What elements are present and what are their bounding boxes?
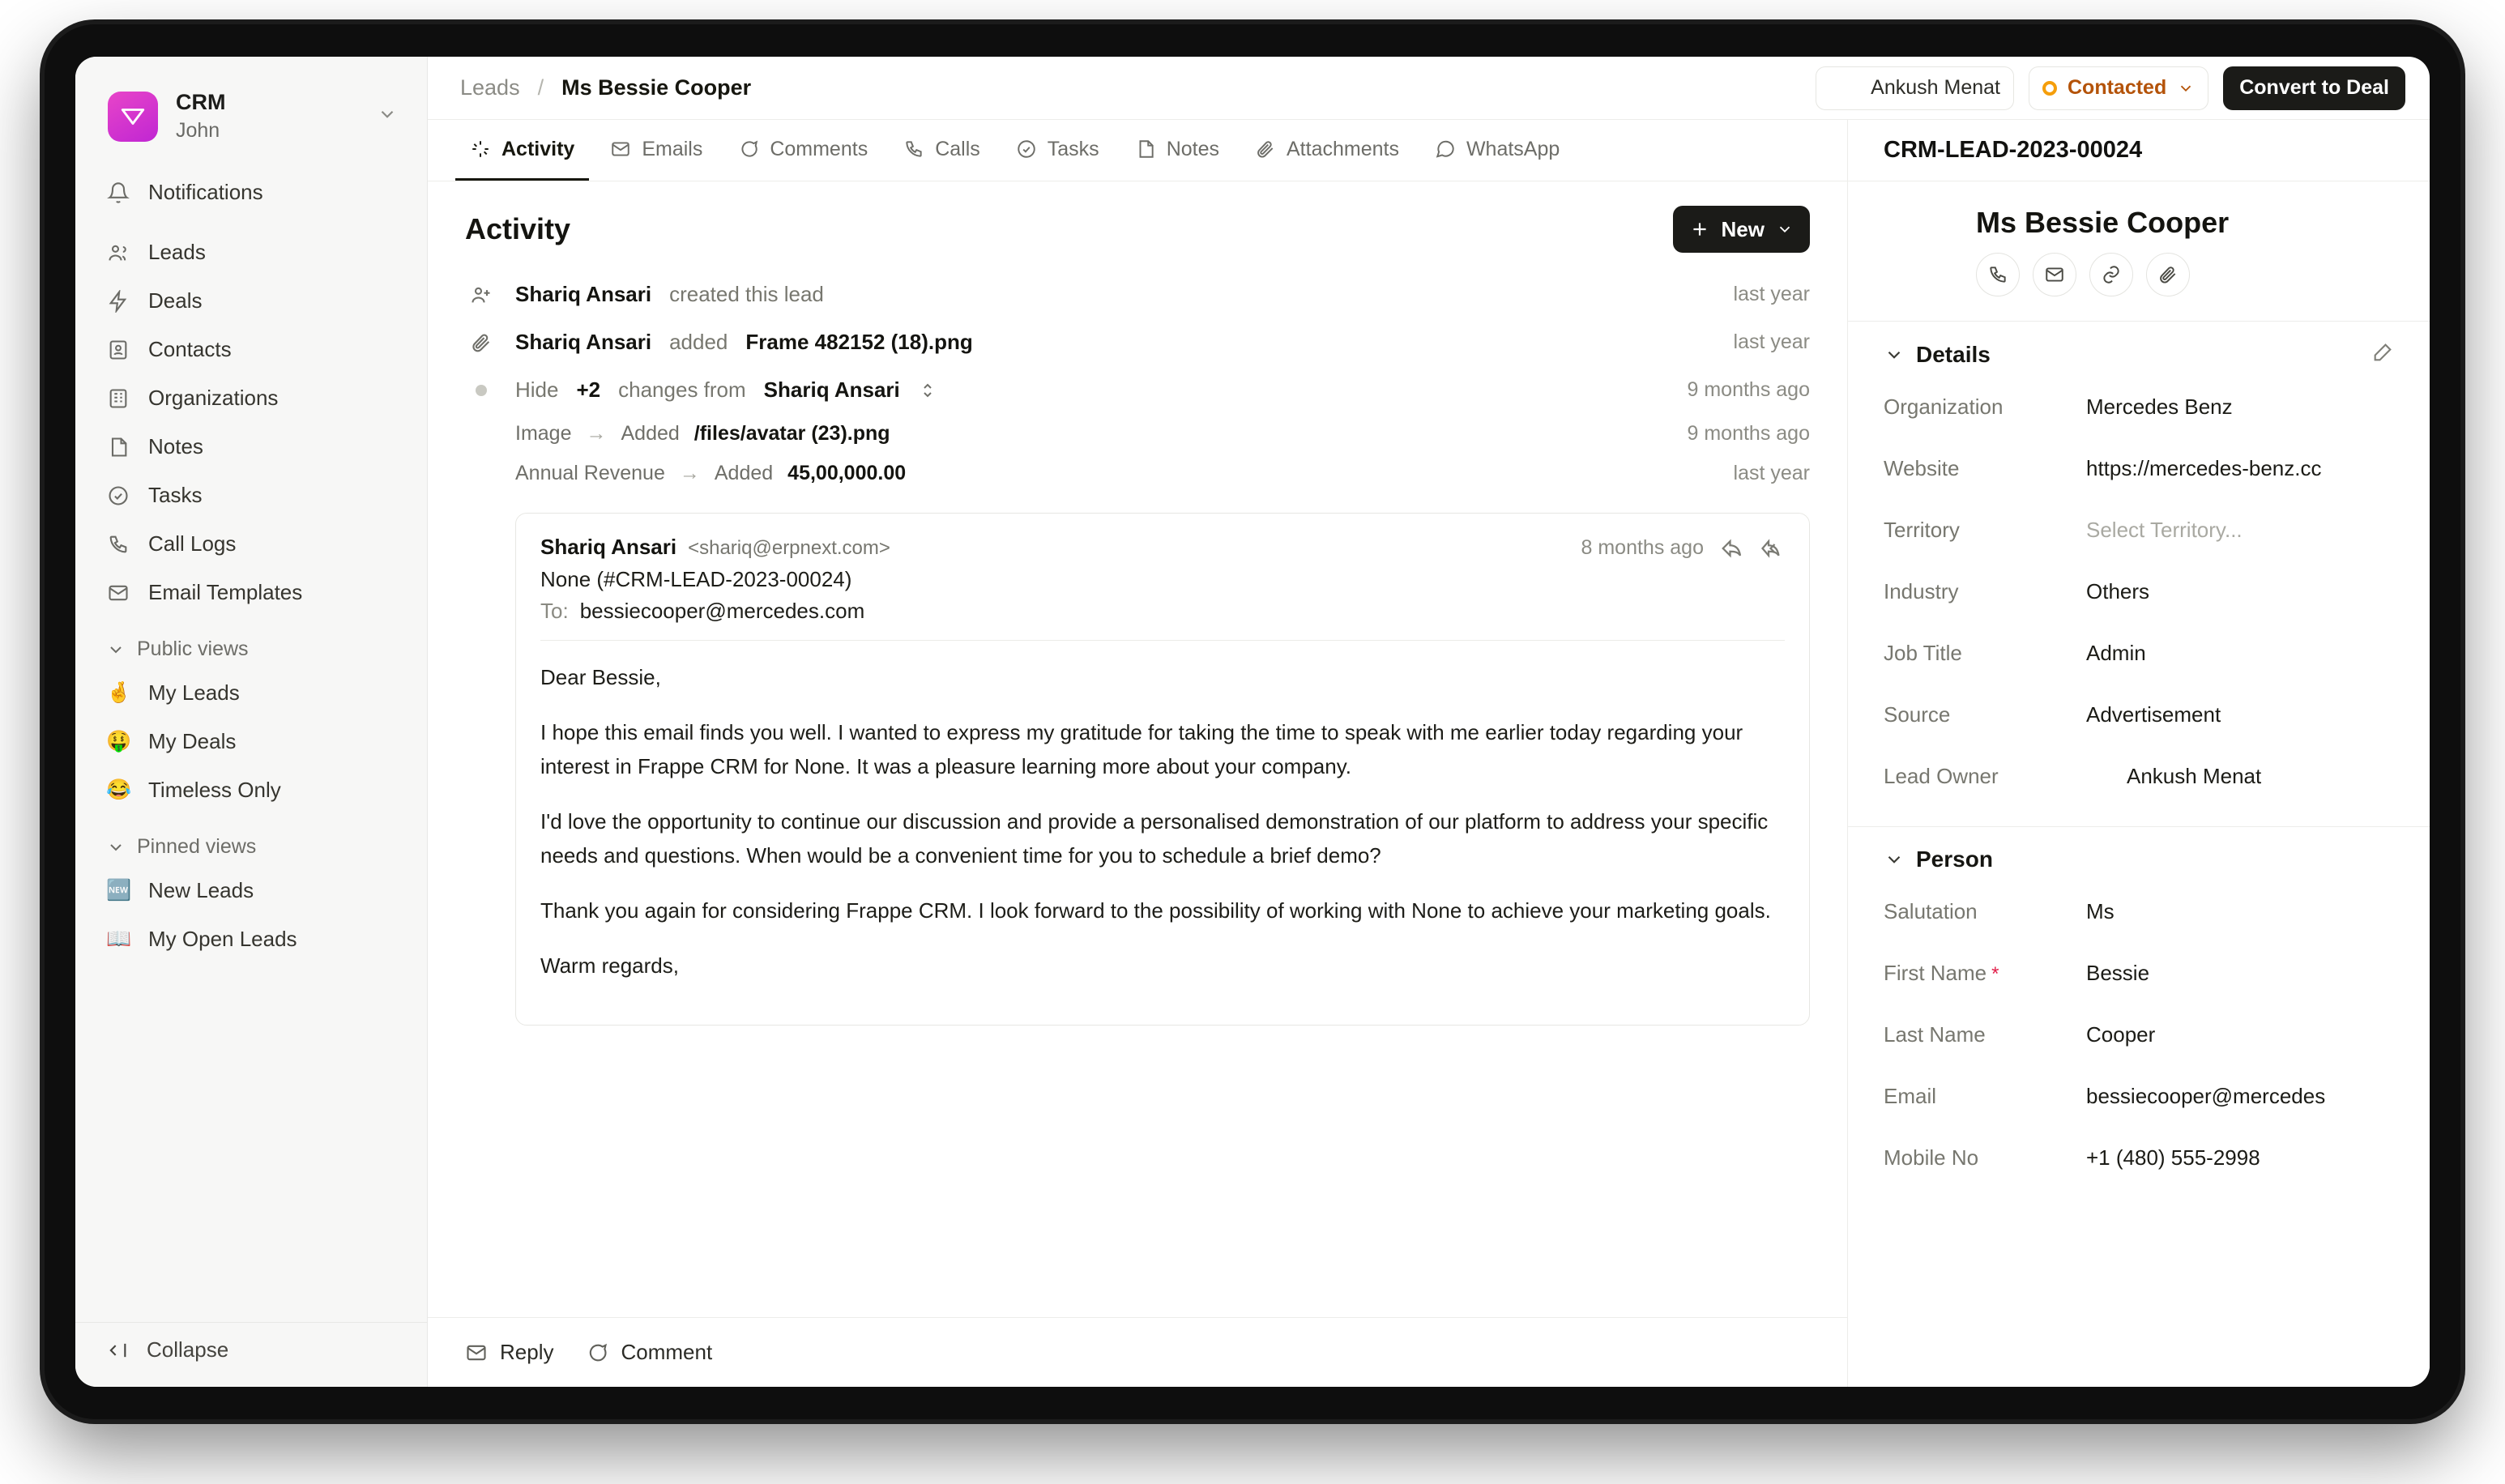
person-summary	[1848, 181, 2430, 322]
field-value: Ms	[2086, 898, 2115, 923]
sidebar-item-my-deals[interactable]	[93, 719, 409, 765]
reply-icon[interactable]	[1720, 536, 1744, 561]
change-item	[465, 414, 1810, 454]
reply-label: Reply	[500, 1340, 554, 1364]
field-value: Advertisement	[2086, 701, 2221, 727]
field-label: Source	[1884, 701, 1951, 727]
event-action: created this lead	[669, 282, 824, 306]
email-paragraph: Dear Bessie,	[540, 664, 661, 689]
change-field: Annual Revenue	[515, 462, 665, 484]
tab-label: Attachments	[1287, 137, 1399, 160]
tab-label: Calls	[935, 137, 980, 160]
tab-notes[interactable]	[1120, 120, 1234, 181]
new-label: New	[1721, 216, 1765, 241]
event-action: added	[669, 330, 728, 354]
notes-icon	[106, 435, 130, 459]
changes-text: changes from	[618, 377, 746, 402]
organizations-icon	[106, 386, 130, 411]
changes-hide-label: Hide	[515, 377, 559, 402]
phone-icon[interactable]	[1976, 253, 2020, 296]
field-last-name[interactable]	[1884, 1004, 2394, 1065]
details-panel	[1848, 120, 2430, 1387]
person-section	[1848, 827, 2430, 1196]
collapse-label: Collapse	[147, 1337, 229, 1362]
sidebar-item-organizations[interactable]	[93, 375, 409, 421]
sidebar-item-label: Contacts	[148, 337, 232, 361]
lead-id: CRM-LEAD-2023-00024	[1884, 137, 2143, 163]
activity-icon	[470, 139, 491, 160]
field-lead-owner[interactable]	[1884, 745, 2394, 807]
status-badge: Contacted	[2068, 76, 2167, 99]
field-website[interactable]	[1884, 437, 2394, 499]
field-label: Organization	[1884, 394, 2004, 419]
field-salutation[interactable]	[1884, 881, 2394, 942]
lead-owner-pill[interactable]	[1816, 66, 2014, 110]
sidebar-nav	[75, 169, 427, 965]
field-label: Last Name	[1884, 1021, 1986, 1047]
hand-emoji-icon: 🤞	[106, 681, 132, 704]
comment-icon	[738, 139, 759, 160]
tab-bar	[428, 120, 1847, 181]
field-job-title[interactable]	[1884, 622, 2394, 684]
activity-event	[465, 271, 1810, 318]
chevron-updown-icon	[918, 381, 937, 400]
money-face-emoji-icon: 🤑	[106, 730, 132, 753]
field-value: Others	[2086, 578, 2150, 603]
topbar	[428, 57, 2430, 120]
sidebar-item-label: Call Logs	[148, 531, 237, 556]
changes-toggle-row[interactable]	[465, 366, 1810, 414]
sidebar-item-my-open-leads[interactable]	[93, 916, 409, 962]
email-paragraph: Thank you again for considering Frappe CRM. I look forward to the possibility of working with None to achieve your marketing goals.	[540, 898, 1771, 923]
chevron-down-icon[interactable]	[1884, 344, 1905, 365]
chevron-down-icon	[2177, 79, 2195, 97]
email-sender-address: <shariq@erpnext.com>	[688, 537, 890, 559]
tab-emails[interactable]	[595, 120, 717, 181]
sidebar-item-label: Notes	[148, 434, 203, 458]
field-label: Mobile No	[1884, 1145, 1979, 1170]
tab-label: Tasks	[1047, 137, 1099, 160]
link-icon[interactable]	[2089, 253, 2133, 296]
email-to-label: To:	[540, 598, 569, 623]
sidebar-item-deals[interactable]	[93, 278, 409, 324]
event-actor: Shariq Ansari	[515, 330, 652, 354]
whatsapp-icon	[1435, 139, 1456, 160]
group-pinned-views[interactable]	[93, 825, 409, 868]
email-body	[540, 660, 1785, 983]
sidebar-item-label: Tasks	[148, 483, 203, 507]
page-title: Activity	[465, 212, 571, 245]
tab-tasks[interactable]	[1001, 120, 1114, 181]
email-paragraph: I hope this email finds you well. I wanted to express my gratitude for taking the time to speak with me earlier today regarding your interest in Frappe CRM for None. It was a pleasure learning more about your company.	[540, 719, 1743, 778]
field-label: Territory	[1884, 517, 1960, 542]
field-label: Email	[1884, 1083, 1937, 1108]
sidebar-item-my-leads[interactable]	[93, 670, 409, 716]
sidebar-item-label: My Leads	[148, 680, 240, 705]
attachment-icon[interactable]	[2146, 253, 2190, 296]
sidebar-item-notes[interactable]	[93, 424, 409, 470]
field-email[interactable]	[1884, 1065, 2394, 1127]
field-territory[interactable]	[1884, 499, 2394, 561]
tab-activity[interactable]	[455, 120, 589, 181]
mail-icon[interactable]	[2033, 253, 2076, 296]
dot-icon	[465, 385, 497, 396]
field-value: Admin	[2086, 640, 2146, 665]
lead-owner-name: Ankush Menat	[1871, 76, 2000, 99]
sidebar-item-new-leads[interactable]	[93, 868, 409, 914]
field-source[interactable]	[1884, 684, 2394, 745]
activity-content	[428, 181, 1847, 1317]
sidebar-item-label: Email Templates	[148, 580, 303, 604]
workspace-title: CRM	[176, 90, 226, 114]
sidebar-item-label: My Deals	[148, 729, 237, 753]
sidebar-item-tasks[interactable]	[93, 472, 409, 518]
tab-comments[interactable]	[723, 120, 882, 181]
tab-calls[interactable]	[889, 120, 995, 181]
mail-icon	[465, 1341, 488, 1364]
breadcrumb-leads[interactable]: Leads	[460, 75, 520, 100]
chevron-down-icon	[377, 104, 398, 129]
change-time: 9 months ago	[1687, 422, 1810, 445]
user-plus-icon	[465, 284, 497, 306]
sidebar-item-label: New Leads	[148, 878, 254, 902]
arrow-right-icon: →	[679, 462, 700, 484]
tab-label: WhatsApp	[1466, 137, 1560, 160]
activity-event	[465, 318, 1810, 366]
phone-icon	[903, 139, 924, 160]
comment-icon	[586, 1341, 608, 1364]
field-label: Lead Owner	[1884, 763, 1999, 788]
leads-icon	[106, 241, 130, 265]
reply-all-icon[interactable]	[1760, 536, 1785, 561]
change-time: last year	[1733, 462, 1810, 484]
change-value: /files/avatar (23).png	[693, 422, 890, 445]
app-window	[75, 57, 2430, 1387]
main-area	[428, 57, 2430, 1387]
task-icon	[1016, 139, 1037, 160]
breadcrumb-current: Ms Bessie Cooper	[561, 75, 752, 100]
section-title: Details	[1916, 341, 1991, 367]
crm-logo-icon	[108, 92, 158, 142]
book-emoji-icon: 📖	[106, 927, 132, 950]
email-to-address: bessiecooper@mercedes.com	[579, 598, 865, 623]
comment-button[interactable]	[586, 1340, 712, 1365]
email-time: 8 months ago	[1581, 536, 1704, 559]
plus-icon	[1689, 219, 1710, 240]
group-public-views[interactable]	[93, 627, 409, 670]
sidebar-item-contacts[interactable]	[93, 326, 409, 373]
comment-label: Comment	[621, 1340, 713, 1364]
deals-icon	[106, 289, 130, 313]
field-value: Cooper	[2086, 1021, 2156, 1047]
field-value: +1 (480) 555-2998	[2086, 1145, 2260, 1170]
field-label: First Name	[1884, 960, 1987, 985]
sidebar-item-call-logs[interactable]	[93, 521, 409, 567]
email-paragraph: I'd love the opportunity to continue our discussion and provide a personalised demonstration of our platform to address your specific needs and questions. When would be a convenient time for you to schedule a brief demo?	[540, 808, 1769, 868]
field-value: https://mercedes-benz.cc	[2086, 455, 2322, 480]
change-item	[465, 454, 1810, 493]
edit-icon[interactable]	[2371, 341, 2394, 368]
change-action: Added	[621, 422, 680, 445]
activity-footer	[428, 1317, 1847, 1387]
phone-icon	[106, 532, 130, 556]
changes-actor: Shariq Ansari	[763, 377, 900, 402]
collapse-sidebar-button[interactable]	[75, 1322, 427, 1387]
arrow-right-icon: →	[586, 422, 607, 445]
field-value: Mercedes Benz	[2086, 394, 2233, 419]
field-label: Job Title	[1884, 640, 1962, 665]
person-name: Ms Bessie Cooper	[1976, 206, 2230, 239]
bell-icon	[106, 181, 130, 205]
lead-id-header	[1848, 120, 2430, 181]
tab-label: Comments	[770, 137, 868, 160]
avatar	[469, 520, 505, 556]
sidebar-item-notifications[interactable]	[93, 169, 409, 215]
changes-count: +2	[576, 377, 601, 402]
new-emoji-icon: 🆕	[106, 879, 132, 902]
event-time: last year	[1733, 283, 1810, 305]
change-action: Added	[714, 462, 774, 484]
avatar	[1829, 73, 1860, 104]
center-panel	[428, 120, 1848, 1387]
field-label: Industry	[1884, 578, 1959, 603]
mail-icon	[106, 581, 130, 605]
field-value: Ankush Menat	[2127, 763, 2262, 788]
changes-time: 9 months ago	[1687, 378, 1810, 401]
email-subject: None (#CRM-LEAD-2023-00024)	[540, 566, 852, 591]
field-value: bessiecooper@mercedes	[2086, 1083, 2326, 1108]
group-label: Pinned views	[137, 835, 257, 858]
event-object: Frame 482152 (18).png	[745, 330, 973, 354]
change-field: Image	[515, 422, 572, 445]
email-activity-card	[515, 513, 1810, 1026]
status-dot-icon	[2042, 81, 2057, 96]
note-icon	[1135, 139, 1156, 160]
tab-label: Notes	[1166, 137, 1219, 160]
field-industry[interactable]	[1884, 561, 2394, 622]
sidebar-item-label: Organizations	[148, 386, 279, 410]
sidebar-item-timeless-only[interactable]	[93, 767, 409, 813]
tab-attachments[interactable]	[1240, 120, 1414, 181]
tab-whatsapp[interactable]	[1420, 120, 1574, 181]
sidebar-item-label: Timeless Only	[148, 778, 281, 802]
section-title: Person	[1916, 846, 1993, 872]
device-frame	[45, 24, 2460, 1419]
contacts-icon	[106, 338, 130, 362]
convert-to-deal-button[interactable]: Convert to Deal	[2223, 66, 2405, 110]
field-first-name[interactable]	[1884, 942, 2394, 1004]
field-label: Salutation	[1884, 898, 1978, 923]
details-section	[1848, 322, 2430, 815]
field-value: Select Territory...	[2086, 517, 2243, 542]
sidebar-item-label: Leads	[148, 240, 206, 264]
email-icon	[610, 139, 631, 160]
new-activity-button[interactable]	[1673, 206, 1810, 253]
field-organization[interactable]	[1884, 376, 2394, 437]
email-paragraph: Warm regards,	[540, 953, 679, 979]
sidebar	[75, 57, 428, 1387]
avatar	[1884, 215, 1955, 287]
status-dropdown[interactable]	[2029, 66, 2208, 110]
sidebar-item-label: Notifications	[148, 180, 263, 204]
sidebar-item-leads[interactable]	[93, 229, 409, 275]
laughing-emoji-icon: 😂	[106, 778, 132, 801]
sidebar-item-label: My Open Leads	[148, 927, 297, 951]
chevron-down-icon[interactable]	[1884, 849, 1905, 870]
field-mobile-no[interactable]	[1884, 1127, 2394, 1188]
workspace-switcher[interactable]	[96, 79, 409, 153]
group-label: Public views	[137, 638, 249, 660]
reply-button[interactable]	[465, 1340, 553, 1365]
avatar	[2086, 761, 2115, 791]
sidebar-item-label: Deals	[148, 288, 203, 313]
change-value: 45,00,000.00	[787, 462, 907, 484]
required-marker: *	[1991, 962, 1999, 985]
attachment-icon	[465, 331, 497, 354]
sidebar-item-email-templates[interactable]	[93, 569, 409, 616]
breadcrumb-separator: /	[537, 75, 544, 100]
tasks-icon	[106, 484, 130, 508]
attachment-icon	[1255, 139, 1276, 160]
event-actor: Shariq Ansari	[515, 282, 652, 306]
workspace-user: John	[176, 118, 220, 142]
field-value: Bessie	[2086, 960, 2150, 985]
event-time: last year	[1733, 330, 1810, 353]
tab-label: Activity	[501, 137, 575, 160]
email-sender: Shariq Ansari	[540, 535, 677, 559]
chevron-down-icon	[1776, 220, 1794, 238]
tab-label: Emails	[642, 137, 703, 160]
field-label: Website	[1884, 455, 1960, 480]
